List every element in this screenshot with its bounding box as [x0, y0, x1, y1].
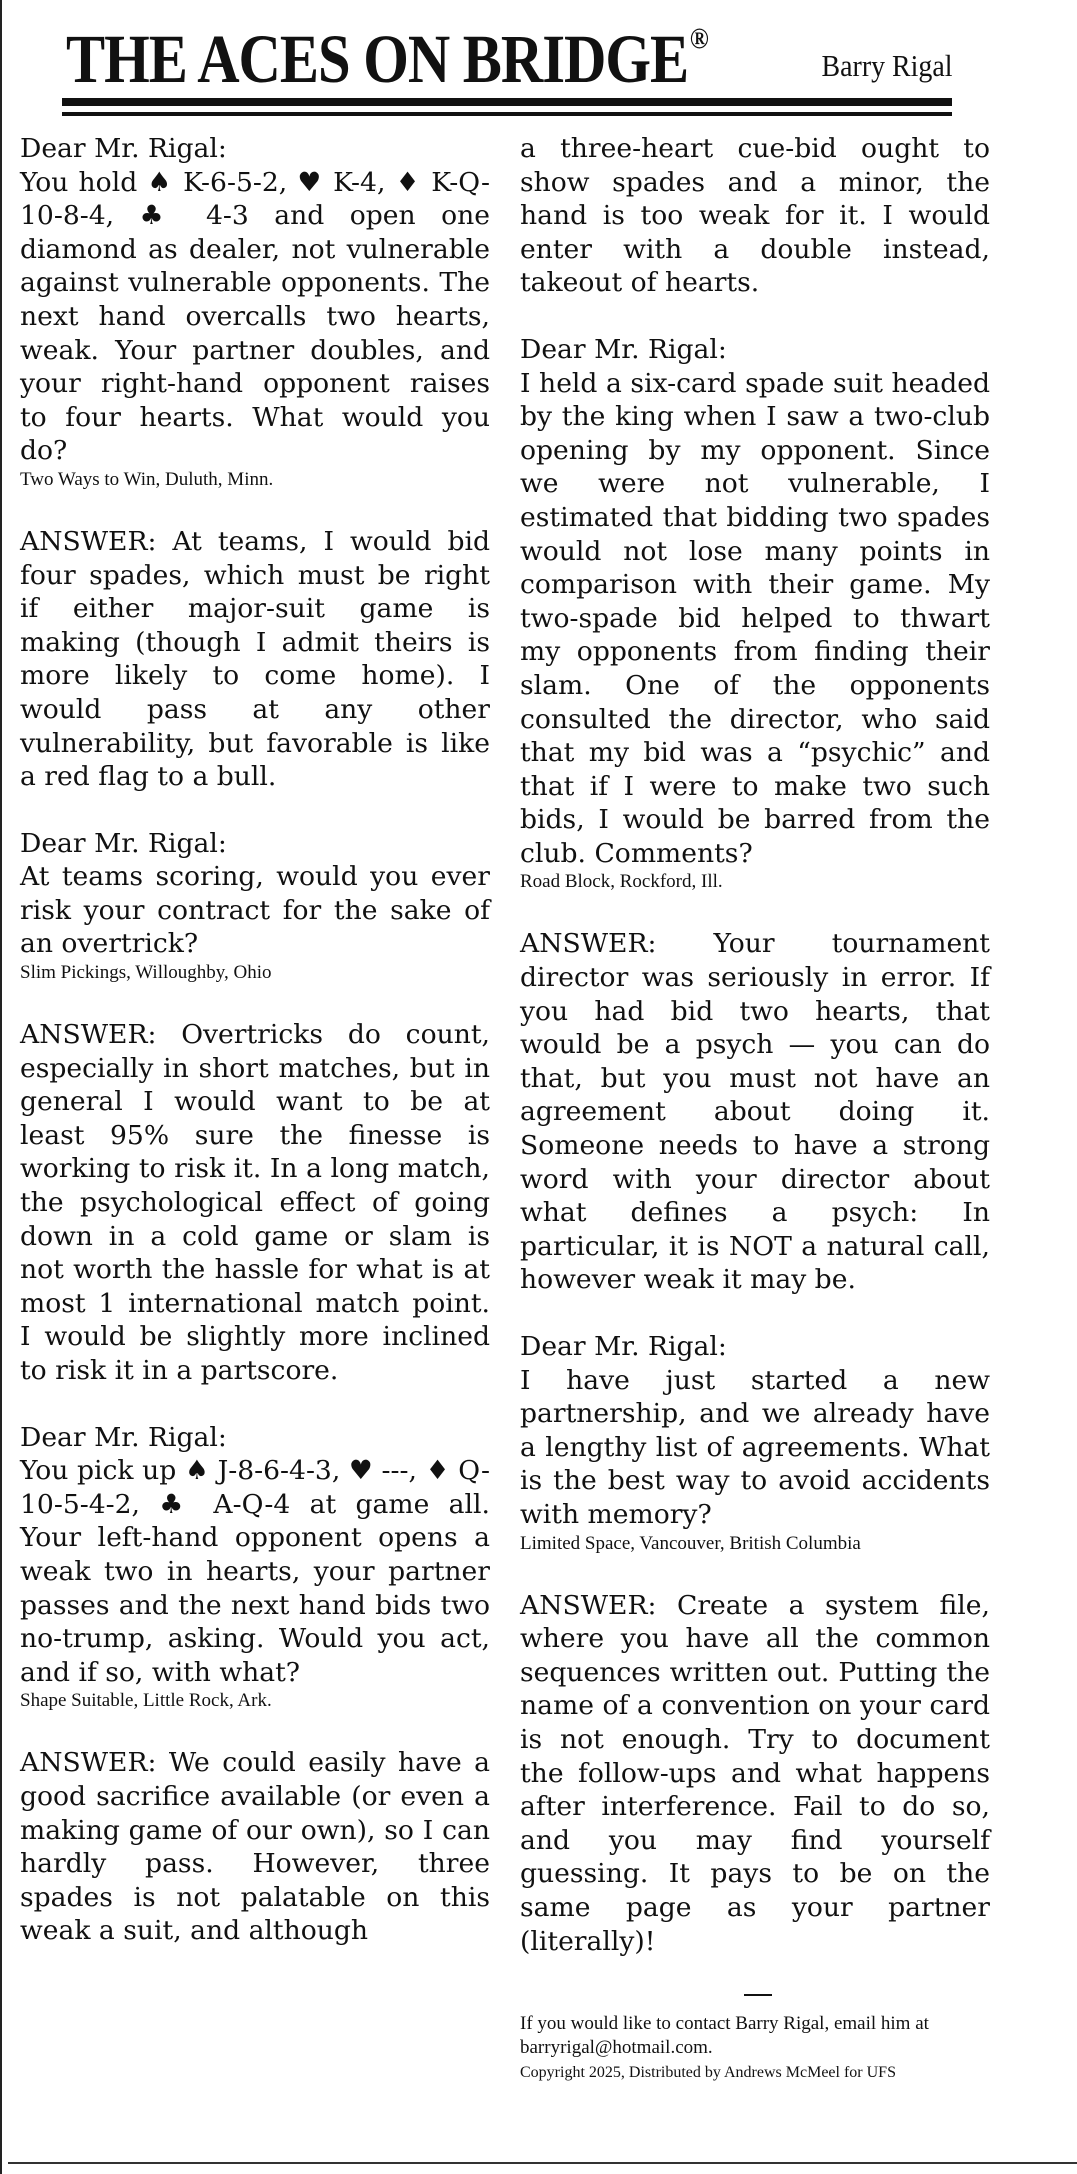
letter-salutation: Dear Mr. Rigal: [520, 1331, 727, 1362]
contact-note: If you would like to contact Barry Rigal, email him at barryrigal@hotmail.com. [520, 2013, 929, 2059]
left-column [20, 132, 490, 1948]
answer-text: ANSWER: Your tournament director was seriously in error. If you had bid two hearts, that would be a psych — you can do that, but you must not have an agreement about doing it. Someone needs to have a strong word with your director about what defines a psych: In particular, it is NOT a natural call, however weak it may be. [520, 928, 990, 1296]
answer-text: ANSWER: Overtricks do count, especially in short matches, but in general I would want to be at least 95% sure the finesse is working to risk it. In a long match, the psychological effect of going down in a cold game or slam is not worth the hassle for what is at most 1 international match point. I would be slightly more inclined to risk it in a partscore. [20, 1019, 490, 1386]
bottom-rule [8, 2162, 1077, 2164]
letter-salutation: Dear Mr. Rigal: [20, 1421, 227, 1453]
reader-letter [20, 1421, 490, 1714]
reader-letter [520, 333, 990, 895]
answer [520, 1589, 990, 1959]
right-column [520, 132, 990, 2084]
letter-signature: Shape Suitable, Little Rock, Ark. [20, 1690, 272, 1712]
letter-salutation: Dear Mr. Rigal: [20, 827, 227, 859]
letter-body: I held a six-card spade suit headed by the king when I saw a two-club opening by my opponent. Since we were not vulnerable, I estimated that bidding two spades would not lose many points in comparison with their game. My two-spade bid helped to thwart my opponents from finding their slam. One of the opponents consulted the director, who said that my bid was a “psychic” and that if I were to make two such bids, I would be barred from the club. Comments? [520, 367, 990, 869]
copyright-line: Copyright 2025, Distributed by Andrews McMeel for UFS [520, 2064, 896, 2082]
answer-text: ANSWER: At teams, I would bid four spades, which must be right if either major-suit game is making (though I admit theirs is more likely to come home). I would pass at any other vulnerability, but favorable is like a red flag to a bull. [20, 525, 490, 793]
letter-salutation: Dear Mr. Rigal: [520, 333, 727, 365]
answer-text: ANSWER: We could easily have a good sacrifice available (or even a making game of our own), so I can hardly pass. However, three spades is not palatable on this weak a suit, and although [20, 1747, 490, 1947]
answer [20, 1746, 490, 1948]
letter-body: At teams scoring, would you ever risk your contract for the sake of an overtrick? [20, 861, 490, 960]
author-byline: Barry Rigal [821, 48, 952, 83]
letter-signature: Road Block, Rockford, Ill. [520, 871, 723, 893]
letter-signature: Slim Pickings, Willoughby, Ohio [20, 962, 272, 984]
answer [520, 927, 990, 1297]
answer-text: ANSWER: Create a system file, where you have all the common sequences written out. Putting the name of a convention on your card is not enough. Try to document the follow-ups and what happens after interference. Fail to do so, and you may find yourself guessing. It pays to be on the same page as your partner (literally)! [520, 1589, 990, 1957]
answer-text: a three-heart cue-bid ought to show spades and a minor, the hand is too weak for it. I would enter with a double instead, takeout of hearts. [520, 133, 990, 299]
letter-salutation: Dear Mr. Rigal: [20, 133, 227, 164]
header-rule-thick [62, 98, 952, 106]
footer-divider [744, 1994, 772, 1996]
registered-mark: ® [689, 22, 708, 55]
reader-letter [20, 827, 490, 985]
letter-signature: Two Ways to Win, Duluth, Minn. [20, 468, 274, 490]
answer [20, 525, 490, 794]
letter-body: You hold ♠ K-6-5-2, ♥ K-4, ♦ K-Q-10-8-4, ♣ 4-3 and open one diamond as dealer, not vulnerable against vulnerable opponents. The next hand overcalls two hearts, weak. Your partner doubles, and your right-hand opponent raises to four hearts. What would you do? [20, 166, 490, 467]
reader-letter [20, 132, 490, 492]
letter-body: You pick up ♠ J-8-6-4-3, ♥ ---, ♦ Q-10-5-4-2, ♣ A-Q-4 at game all. Your left-hand opponent opens a weak two in hearts, your partner passes and the next hand bids two no-trump, asking. Would you act, and if so, with what? [20, 1455, 490, 1688]
column-title-text: THE ACES ON BRIDGE [66, 21, 689, 97]
answer-continued [520, 132, 990, 300]
header-rule-thin [62, 112, 952, 116]
letter-signature: Limited Space, Vancouver, British Columbia [520, 1532, 861, 1554]
answer [20, 1018, 490, 1388]
reader-letter [520, 1330, 990, 1556]
column-title [66, 21, 708, 97]
masthead [62, 14, 952, 134]
letter-body: I have just started a new partnership, and we already have a lengthy list of agreements. What is the best way to avoid accidents with memory? [520, 1364, 990, 1530]
